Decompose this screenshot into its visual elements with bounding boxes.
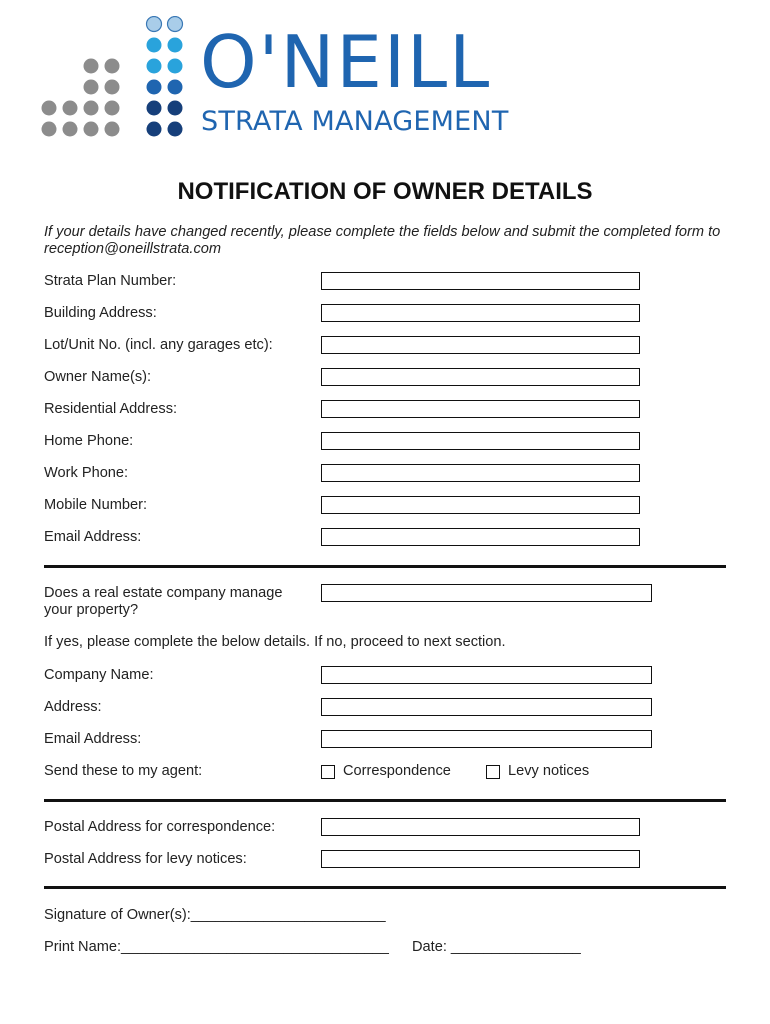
agent-address-field[interactable] <box>321 698 652 716</box>
section-divider <box>44 886 726 889</box>
logo-name: O'NEILL <box>200 20 492 104</box>
logo-dot <box>168 80 183 95</box>
levy-notices-label: Levy notices <box>508 763 590 779</box>
building-address-field[interactable] <box>321 304 640 322</box>
logo-dot <box>105 59 120 74</box>
logo-dot <box>147 101 162 116</box>
owner-names-field[interactable] <box>321 368 640 386</box>
logo-dot <box>84 80 99 95</box>
agent-email-field[interactable] <box>321 730 652 748</box>
label-postal-correspondence: Postal Address for correspondence: <box>44 819 276 835</box>
owner-email-field[interactable] <box>321 528 640 546</box>
section-divider <box>44 799 726 802</box>
logo-dot <box>84 101 99 116</box>
home-phone-field[interactable] <box>321 432 640 450</box>
section-divider <box>44 565 726 568</box>
logo-dot <box>168 59 183 74</box>
strata-plan-number-field[interactable] <box>321 272 640 290</box>
form-intro: If your details have changed recently, please complete the fields below and submit the completed form to reception@oneillstrata.com <box>44 224 721 257</box>
print-name-line: Print Name:_________________________________ <box>44 939 389 955</box>
logo-dot <box>147 59 162 74</box>
correspondence-checkbox[interactable] <box>321 765 335 779</box>
lot-unit-no-field[interactable] <box>321 336 640 354</box>
residential-address-field[interactable] <box>321 400 640 418</box>
label-postal-levy: Postal Address for levy notices: <box>44 851 247 867</box>
label-strata-plan-number: Strata Plan Number: <box>44 273 177 289</box>
logo-dot <box>147 38 162 53</box>
logo-dot <box>168 17 183 32</box>
levy-notices-checkbox[interactable] <box>486 765 500 779</box>
agent-question-field[interactable] <box>321 584 652 602</box>
label-owner-email: Email Address: <box>44 529 142 545</box>
logo-dot <box>168 38 183 53</box>
logo-dot <box>105 101 120 116</box>
label-agent-question: Does a real estate company manage your property? <box>44 585 283 618</box>
logo-dot <box>63 101 78 116</box>
company-name-field[interactable] <box>321 666 652 684</box>
logo-dot <box>168 101 183 116</box>
label-lot-unit-no: Lot/Unit No. (incl. any garages etc): <box>44 337 273 353</box>
label-owner-names: Owner Name(s): <box>44 369 152 385</box>
label-agent-email: Email Address: <box>44 731 142 747</box>
label-send-to-agent: Send these to my agent: <box>44 763 203 779</box>
logo-dot <box>42 101 57 116</box>
work-phone-field[interactable] <box>321 464 640 482</box>
logo-dot <box>63 122 78 137</box>
logo-dot <box>84 122 99 137</box>
logo-dot <box>147 17 162 32</box>
logo-dot <box>105 80 120 95</box>
label-work-phone: Work Phone: <box>44 465 129 481</box>
label-home-phone: Home Phone: <box>44 433 134 449</box>
label-mobile-number: Mobile Number: <box>44 497 148 513</box>
logo-dot <box>84 59 99 74</box>
agent-note: If yes, please complete the below details. If no, proceed to next section. <box>44 634 506 650</box>
date-line: Date: ________________ <box>412 939 581 955</box>
mobile-number-field[interactable] <box>321 496 640 514</box>
label-residential-address: Residential Address: <box>44 401 178 417</box>
label-building-address: Building Address: <box>44 305 157 321</box>
signature-line: Signature of Owner(s):________________________ <box>44 907 386 923</box>
postal-levy-field[interactable] <box>321 850 640 868</box>
logo-dot-grid <box>40 16 190 140</box>
correspondence-label: Correspondence <box>343 763 451 779</box>
postal-correspondence-field[interactable] <box>321 818 640 836</box>
logo-dot <box>168 122 183 137</box>
logo-dot <box>42 122 57 137</box>
label-agent-address: Address: <box>44 699 102 715</box>
logo-dot <box>105 122 120 137</box>
label-company-name: Company Name: <box>44 667 154 683</box>
logo-subtitle: STRATA MANAGEMENT <box>201 106 509 137</box>
form-title: NOTIFICATION OF OWNER DETAILS <box>177 178 593 205</box>
logo-dot <box>147 122 162 137</box>
logo-dot <box>147 80 162 95</box>
